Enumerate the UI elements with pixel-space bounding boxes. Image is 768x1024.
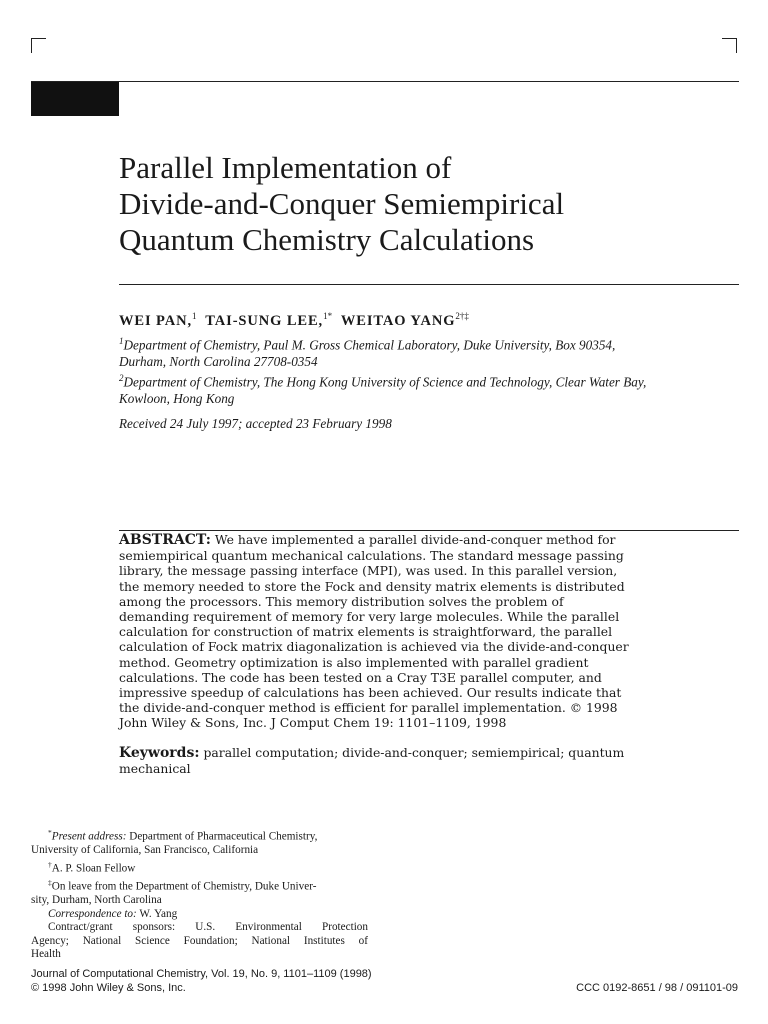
journal-citation: Journal of Computational Chemistry, Vol. 19, No. 9, 1101–1109 (1998)	[31, 968, 372, 980]
affiliation-mark: 2	[119, 373, 124, 384]
abstract-heading: ABSTRACT:	[119, 532, 211, 548]
affiliation-text: Department of Chemistry, The Hong Kong University of Science and Technology, Clear Water Bay,	[123, 374, 647, 390]
title-line-3: Quantum Chemistry Calculations	[119, 222, 535, 257]
abstract-line: calculation of Fock matrix diagonalization is achieved via the divide-and-conquer	[119, 639, 629, 655]
copyright-notice: © 1998 John Wiley & Sons, Inc.	[31, 981, 186, 994]
keywords-heading: Keywords:	[119, 745, 200, 761]
author-affiliation-mark: 1*	[323, 311, 333, 321]
title-line-1: Parallel Implementation of	[119, 150, 452, 185]
footnote: Contract/grant sponsors: U.S. Environmental Protection	[48, 921, 368, 934]
abstract-line: method. Geometry optimization is also implemented with parallel gradient	[119, 654, 589, 670]
abstract-line: among the processors. This memory distribution solves the problem of	[119, 593, 564, 609]
abstract-line: semiempirical quantum mechanical calculations. The standard message passing	[119, 548, 624, 564]
article-title	[119, 150, 739, 258]
footnote-continued: Agency; National Science Foundation; National Institutes of	[31, 934, 368, 947]
journal-black-tab	[31, 82, 119, 116]
abstract-line: impressive speedup of calculations has been achieved. Our results indicate that	[119, 685, 622, 701]
footnotes	[31, 826, 368, 962]
affiliation-text: Department of Chemistry, Paul M. Gross Chemical Laboratory, Duke University, Box 90354,	[123, 337, 616, 353]
abstract-line: library, the message passing interface (MPI), was used. In this parallel version,	[119, 563, 618, 579]
footnote-continued: Health	[31, 948, 61, 961]
affiliations	[119, 333, 744, 408]
footnote: Correspondence to: W. Yang	[48, 907, 178, 920]
abstract-line: ABSTRACT: We have implemented a parallel divide-and-conquer method for	[119, 532, 616, 548]
author-affiliation-mark: 1	[192, 311, 197, 321]
abstract	[119, 532, 749, 731]
abstract-line: John Wiley & Sons, Inc. J Comput Chem 19: 1101–1109, 1998	[119, 715, 507, 731]
header-rule	[31, 81, 739, 82]
affiliation-text: Durham, North Carolina 27708-0354	[119, 353, 318, 369]
title-line-2: Divide-and-Conquer Semiempirical	[119, 186, 565, 221]
crop-mark-top-left	[31, 38, 46, 53]
received-dates: Received 24 July 1997; accepted 23 February 1998	[119, 416, 392, 431]
author-list	[119, 311, 469, 330]
footnote: ‡On leave from the Department of Chemistry, Duke Univer-	[48, 877, 317, 893]
keywords	[119, 745, 749, 776]
author-name: TAI-SUNG LEE,	[205, 312, 324, 329]
ccc-code: CCC 0192-8651 / 98 / 091101-09	[576, 982, 738, 994]
affiliation-mark: 1	[119, 336, 124, 346]
affiliation-text: Kowloon, Hong Kong	[119, 391, 235, 407]
title-rule	[119, 284, 739, 285]
abstract-rule	[119, 530, 739, 531]
author-name: WEITAO YANG	[340, 312, 456, 329]
author-affiliation-mark: 2†‡	[455, 311, 469, 321]
footnote: *Present address: Department of Pharmaceutical Chemistry,	[48, 828, 318, 843]
affiliation-1	[119, 333, 744, 370]
abstract-line: the divide-and-conquer method is efficient for parallel implementation. © 1998	[119, 700, 618, 716]
footnote-continued: University of California, San Francisco, California	[31, 844, 259, 857]
abstract-line: calculations. The code has been tested on a Cray T3E parallel computer, and	[119, 669, 602, 685]
keywords-text: mechanical	[119, 761, 191, 777]
abstract-line: demanding requirement of memory for very large molecules. While the parallel	[119, 609, 620, 625]
affiliation-2	[119, 370, 744, 407]
footnote-continued: sity, Durham, North Carolina	[31, 894, 162, 907]
abstract-line: calculation for construction of matrix elements is straightforward, the parallel	[119, 624, 613, 640]
footnote: †A. P. Sloan Fellow	[48, 859, 136, 875]
page-footer	[31, 968, 372, 995]
abstract-line: the memory needed to store the Fock and density matrix elements is distributed	[119, 578, 625, 594]
crop-mark-top-right	[722, 38, 737, 53]
keywords-text: parallel computation; divide-and-conquer; semiempirical; quantum	[203, 745, 625, 760]
author-name: WEI PAN,	[119, 312, 192, 329]
